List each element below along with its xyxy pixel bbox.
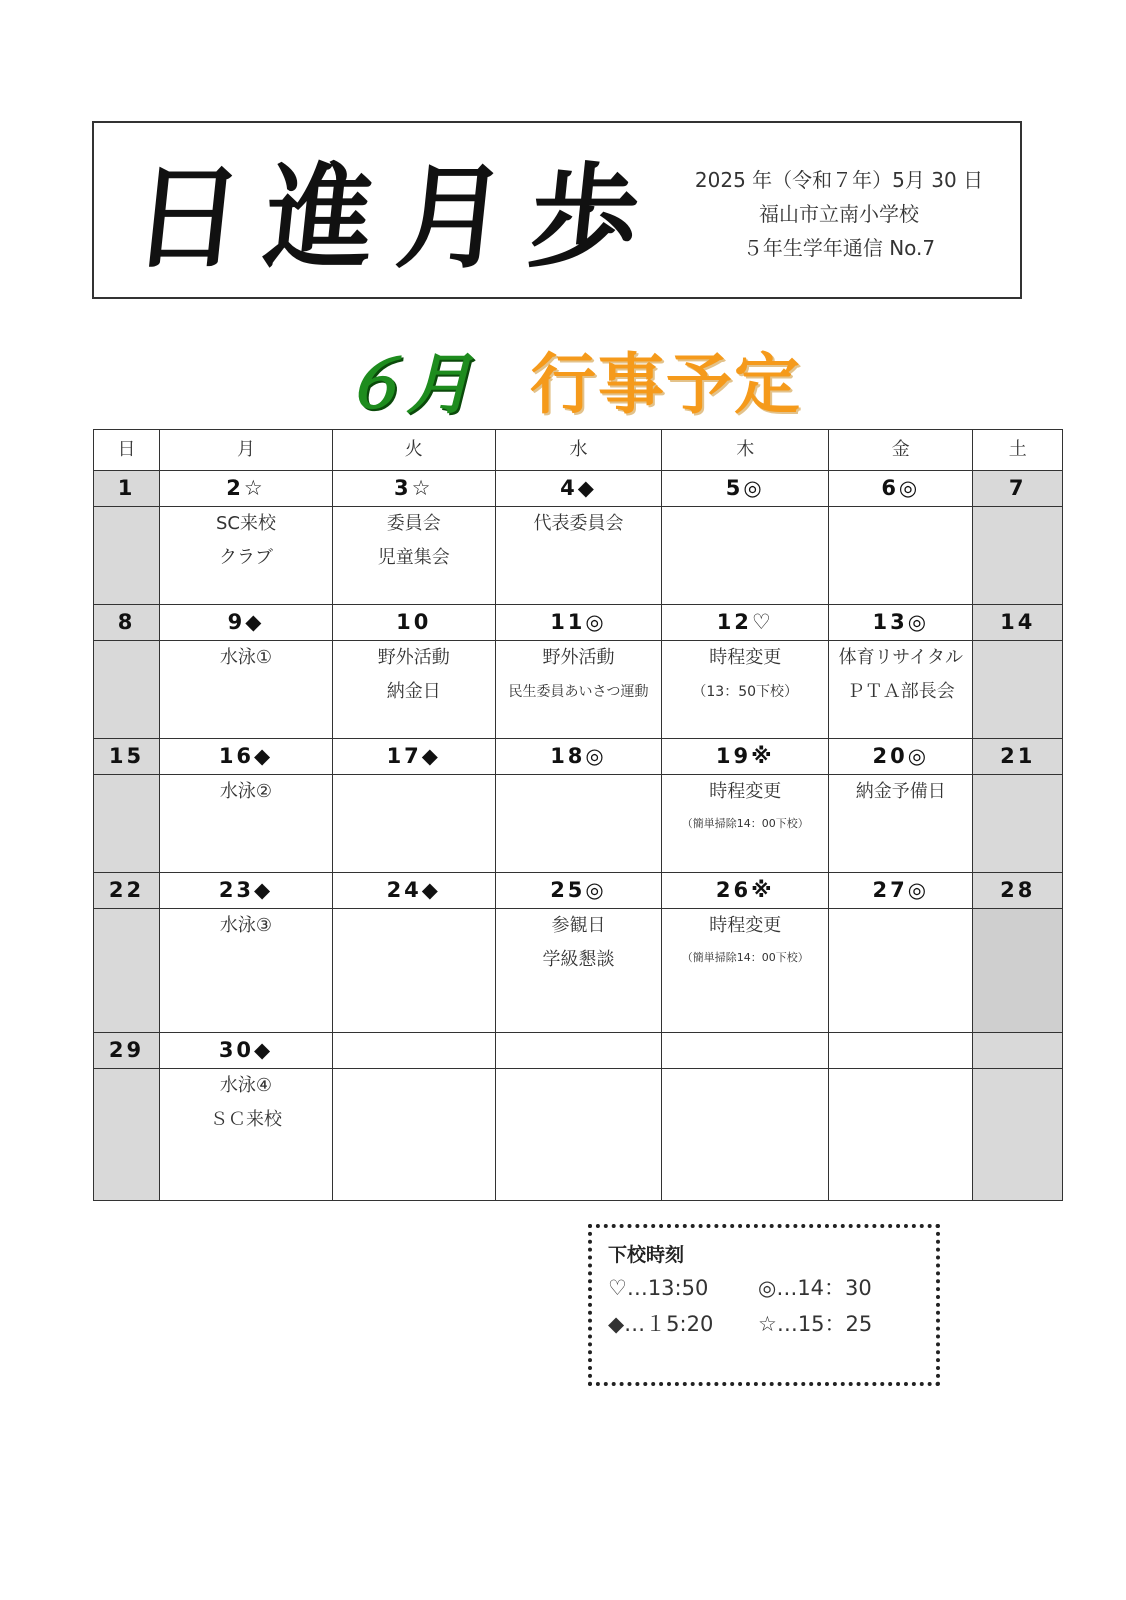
events-cell [332,1069,495,1201]
events-cell [332,641,495,739]
event-calendar [93,429,1063,1209]
event-item: （簡単掃除14：00下校） [681,817,809,830]
event-item: 水泳① [219,647,273,668]
date-cell: 28 [973,873,1063,909]
event-item: 時程変更 [709,647,782,668]
date-cell: 10 [332,605,495,641]
date-cell: 24◆ [332,873,495,909]
events-row [94,1069,1063,1201]
event-item: 学級懇談 [542,949,615,970]
date-cell: 23◆ [160,873,333,909]
date-cell: 6◎ [829,471,973,507]
weekday-header: 土 [973,430,1063,471]
events-cell [662,775,829,873]
event-item: 水泳② [219,781,273,802]
date-cell [495,1033,662,1069]
events-cell [829,641,973,739]
event-item: 納金予備日 [855,781,946,802]
events-cell [94,507,160,605]
event-item: 水泳④ [219,1075,273,1096]
events-cell [829,1069,973,1201]
date-cell: 30◆ [160,1033,333,1069]
date-cell: 21 [973,739,1063,775]
date-cell: 27◎ [829,873,973,909]
school-name: 福山市立南小学校 [759,202,919,226]
event-item: （簡単掃除14：00下校） [681,951,809,964]
weekday-header: 火 [332,430,495,471]
weekday-header: 月 [160,430,333,471]
events-cell [973,507,1063,605]
events-cell [332,909,495,1033]
events-cell [662,507,829,605]
event-item: クラブ [219,547,273,568]
weekday-header: 日 [94,430,160,471]
title-events: 行事予定 [530,346,802,423]
date-cell: 13◎ [829,605,973,641]
events-cell [94,1069,160,1201]
events-cell [94,775,160,873]
date-row [94,739,1063,775]
event-item: 野外活動 [377,647,450,668]
masthead-title [127,151,694,285]
events-cell [94,641,160,739]
date-cell: 12♡ [662,605,829,641]
events-cell [973,775,1063,873]
masthead-char: 進 [259,151,405,285]
events-cell [94,909,160,1033]
calendar-table [93,429,1063,1201]
events-cell [332,507,495,605]
event-item: 時程変更 [709,915,782,936]
legend-line [608,1306,920,1342]
date-cell: 19※ [662,739,829,775]
legend-double-circle: ◎…14：30 [758,1276,872,1300]
weekday-header: 水 [495,430,662,471]
events-cell [662,641,829,739]
date-cell: 7 [973,471,1063,507]
date-cell: 26※ [662,873,829,909]
events-cell [495,507,662,605]
masthead-char: 月 [391,151,537,285]
date-cell: 9◆ [160,605,333,641]
date-cell: 16◆ [160,739,333,775]
issue-info [679,163,999,265]
event-item: 体育リサイタル [838,647,963,668]
event-item: 参観日 [551,915,606,936]
legend-diamond: ◆…１5:20 [608,1312,714,1336]
event-item: 時程変更 [709,781,782,802]
legend-star: ☆…15：25 [758,1312,873,1336]
date-cell [973,1033,1063,1069]
date-cell: 17◆ [332,739,495,775]
masthead-char: 日 [127,151,273,285]
date-cell: 5◎ [662,471,829,507]
event-item: 民生委員あいさつ運動 [508,684,649,700]
event-item: （13：50下校） [692,684,799,700]
events-cell [495,641,662,739]
legend-line [608,1270,920,1306]
date-cell: 18◎ [495,739,662,775]
events-cell [829,775,973,873]
title-month: ６月 [340,346,472,423]
event-item: ＰＴＡ部長会 [846,681,955,702]
events-cell [495,1069,662,1201]
date-row [94,471,1063,507]
date-cell: 15 [94,739,160,775]
date-cell: 3☆ [332,471,495,507]
events-cell [829,507,973,605]
events-row [94,775,1063,873]
event-item: 代表委員会 [533,513,624,534]
date-cell: 2☆ [160,471,333,507]
legend-title: 下校時刻 [608,1244,685,1266]
event-item: 水泳③ [219,915,273,936]
weekday-header-row [94,430,1063,471]
events-cell [495,775,662,873]
events-cell [829,909,973,1033]
weekday-header: 木 [662,430,829,471]
event-item: ＳＣ来校 [210,1109,282,1130]
events-cell [495,909,662,1033]
date-cell [829,1033,973,1069]
events-cell [160,1069,333,1201]
bulletin-header [92,121,1022,299]
events-row [94,507,1063,605]
date-row [94,1033,1063,1069]
weekday-header: 金 [829,430,973,471]
date-cell: 14 [973,605,1063,641]
legend-heart: ♡…13:50 [608,1276,709,1300]
event-item: 野外活動 [542,647,615,668]
event-item: 委員会 [386,513,441,534]
bulletin-number: ５年生学年通信 No.7 [742,236,936,260]
date-row [94,873,1063,909]
events-cell [973,641,1063,739]
dismissal-time-legend [588,1224,940,1386]
issue-date: 2025 年（令和７年）5月 30 日 [694,168,984,192]
masthead-char: 歩 [523,151,670,285]
date-cell: 8 [94,605,160,641]
events-cell [160,775,333,873]
date-cell: 22 [94,873,160,909]
date-cell [662,1033,829,1069]
date-cell [332,1033,495,1069]
events-row [94,909,1063,1033]
date-cell: 4◆ [495,471,662,507]
events-cell [332,775,495,873]
events-cell [662,1069,829,1201]
events-cell [973,1069,1063,1201]
date-cell: 20◎ [829,739,973,775]
events-cell [160,507,333,605]
event-item: 児童集会 [377,547,450,568]
date-row [94,605,1063,641]
event-item: 納金日 [386,681,441,702]
events-cell [160,909,333,1033]
events-cell [160,641,333,739]
date-cell: 11◎ [495,605,662,641]
event-item: SC来校 [216,513,276,534]
date-cell: 25◎ [495,873,662,909]
events-row [94,641,1063,739]
date-cell: 1 [94,471,160,507]
events-cell [973,909,1063,1033]
date-cell: 29 [94,1033,160,1069]
events-cell [662,909,829,1033]
